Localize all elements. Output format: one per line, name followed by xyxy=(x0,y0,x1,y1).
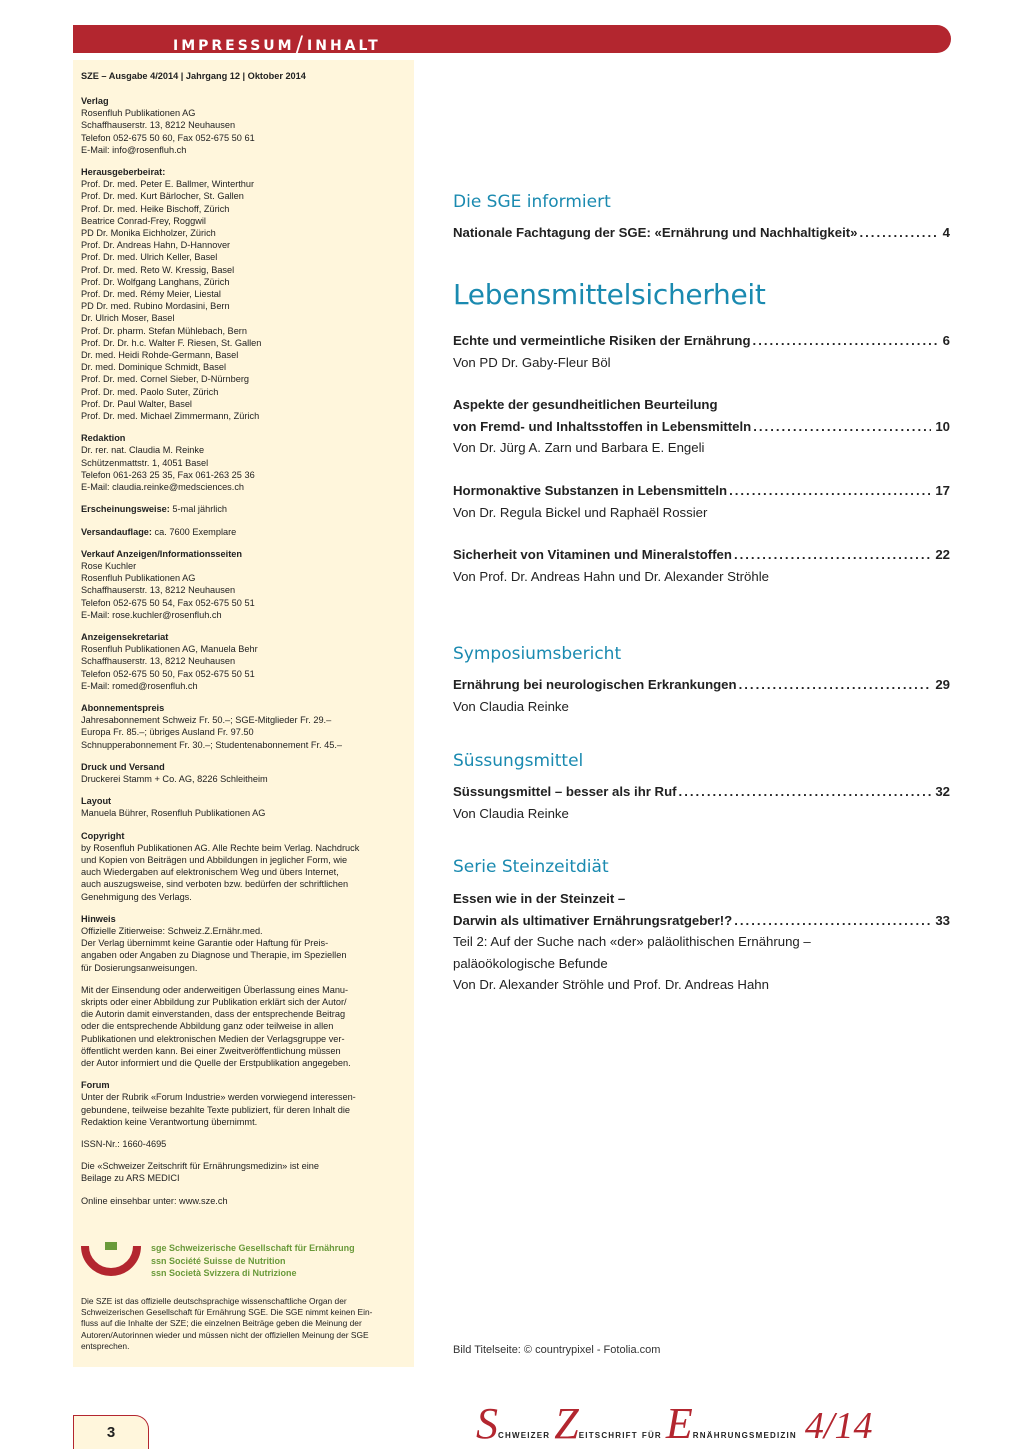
auflage-value: ca. 7600 Exemplare xyxy=(154,526,237,537)
entry-page: 32 xyxy=(935,784,950,799)
abo-line: Jahresabonnement Schweiz Fr. 50.–; SGE-Mitglieder Fr. 29.– xyxy=(81,715,332,726)
logo-letter-e: E xyxy=(665,1399,693,1448)
druck-line: Druckerei Stamm + Co. AG, 8226 Schleitheim xyxy=(81,773,268,784)
beirat-line: PD Dr. med. Rubino Mordasini, Bern xyxy=(81,301,230,312)
sge-note-line: Die SZE ist das offizielle deutschsprachige wissenschaftliche Organ der xyxy=(81,1296,347,1306)
impressum-einsendung xyxy=(81,984,406,1069)
beirat-line: Prof. Dr. med. Ulrich Keller, Basel xyxy=(81,252,218,263)
verkauf-line: Schaffhauserstr. 13, 8212 Neuhausen xyxy=(81,585,236,596)
impressum-abo xyxy=(81,702,406,751)
section-head-symposium: Symposiumsbericht xyxy=(453,644,622,664)
hinweis-line: Offizielle Zitierweise: Schweiz.Z.Ernähr.med. xyxy=(81,925,263,936)
entry-title: Süssungsmittel – besser als ihr Ruf xyxy=(453,784,677,799)
beirat-heading: Herausgeberbeirat: xyxy=(81,167,166,178)
beirat-line: Prof. Dr. pharm. Stefan Mühlebach, Bern xyxy=(81,325,247,336)
section-head-sge: Die SGE informiert xyxy=(453,192,611,212)
entry-title: Hormonaktive Substanzen in Lebensmitteln xyxy=(453,483,728,498)
impressum-verkauf xyxy=(81,548,406,621)
toc-entry[interactable] xyxy=(453,888,950,996)
beirat-line: Prof. Dr. Paul Walter, Basel xyxy=(81,398,192,409)
toc-entry[interactable] xyxy=(453,544,950,587)
forum-line: Redaktion keine Verantwortung übernimmt. xyxy=(81,1116,258,1127)
einsendung-line: öffentlicht werden kann. Bei einer Zweitveröffentlichung müssen xyxy=(81,1045,341,1056)
redaktion-line: Schützenmattstr. 1, 4051 Basel xyxy=(81,457,209,468)
section-banner xyxy=(73,25,951,58)
impressum-content xyxy=(81,95,406,1217)
beirat-line: Dr. Ulrich Moser, Basel xyxy=(81,313,175,324)
anzeigen-line: Rosenfluh Publikationen AG, Manuela Behr xyxy=(81,644,258,655)
toc-entry[interactable] xyxy=(453,674,950,717)
entry-author: Von Claudia Reinke xyxy=(453,698,569,714)
entry-subtitle: Teil 2: Auf der Suche nach «der» paläolithischen Ernährung – xyxy=(453,934,811,949)
copyright-heading: Copyright xyxy=(81,830,125,841)
beirat-line: Prof. Dr. med. Heike Bischoff, Zürich xyxy=(81,203,230,214)
anzeigen-heading: Anzeigensekretariat xyxy=(81,631,169,642)
impressum-erscheinung xyxy=(81,503,406,515)
impressum-forum xyxy=(81,1079,406,1128)
verlag-line: E-Mail: info@rosenfluh.ch xyxy=(81,144,187,155)
einsendung-line: oder die entsprechende Abbildung ganz oder teilweise in allen xyxy=(81,1021,334,1032)
hinweis-line: Der Verlag übernimmt keine Garantie oder Haftung für Preis- xyxy=(81,938,329,949)
forum-line: Unter der Rubrik «Forum Industrie» werden vorwiegend interessen- xyxy=(81,1092,356,1103)
forum-heading: Forum xyxy=(81,1080,110,1091)
beirat-line: Prof. Dr. Wolfgang Langhans, Zürich xyxy=(81,276,230,287)
toc-entry[interactable] xyxy=(453,394,950,459)
sge-note-line: entsprechen. xyxy=(81,1340,130,1351)
hinweis-line: angaben oder Angaben zu Diagnose und Therapie, im Speziellen xyxy=(81,950,347,961)
verkauf-line: Rose Kuchler xyxy=(81,560,137,571)
sge-line-de: sge Schweizerische Gesellschaft für Ernährung xyxy=(151,1243,355,1253)
copyright-line: auch auszugsweise, sind verboten bzw. bedürfen der schriftlichen xyxy=(81,879,349,890)
page-number-box xyxy=(73,1415,149,1449)
banner-right: INHALT xyxy=(307,38,381,54)
logo-word-ernaehrungsmedizin: RNÄHRUNGSMEDIZIN xyxy=(692,1431,797,1440)
einsendung-line: Mit der Einsendung oder anderweitigen Überlassung eines Manu- xyxy=(81,984,349,995)
entry-page: 22 xyxy=(935,547,950,562)
impressum-verlag xyxy=(81,95,406,156)
auflage-heading: Versandauflage: xyxy=(81,526,152,537)
issue-number: 4/14 xyxy=(804,1405,873,1447)
logo-letter-z: Z xyxy=(554,1399,579,1448)
redaktion-heading: Redaktion xyxy=(81,433,126,444)
sge-note-line: Schweizerischen Gesellschaft für Ernährung SGE. Die SGE nimmt keinen Ein- xyxy=(81,1307,373,1318)
verkauf-line: Rosenfluh Publikationen AG xyxy=(81,573,196,584)
verlag-heading: Verlag xyxy=(81,96,109,106)
section-head-main: Lebensmittelsicherheit xyxy=(453,278,766,311)
impressum-hinweis xyxy=(81,913,406,974)
entry-title: Sicherheit von Vitaminen und Mineralstoffen xyxy=(453,547,732,562)
anzeigen-line: Schaffhauserstr. 13, 8212 Neuhausen xyxy=(81,656,236,667)
copyright-line: Genehmigung des Verlags. xyxy=(81,891,192,902)
layout-line: Manuela Bührer, Rosenfluh Publikationen AG xyxy=(81,808,266,819)
verkauf-line: E-Mail: rose.kuchler@rosenfluh.ch xyxy=(81,609,222,620)
banner-left: IMPRESSUM xyxy=(173,38,295,54)
beirat-line: Prof. Dr. Andreas Hahn, D-Hannover xyxy=(81,240,231,251)
copyright-line: und Kopien von Beiträgen und Abbildungen in jeglicher Form, wie xyxy=(81,854,348,865)
entry-title-cont: Darwin als ultimativer Ernährungsratgeber!? xyxy=(453,912,733,928)
einsendung-line: Publikationen und elektronischen Medien der Verlagsgruppe ver- xyxy=(81,1033,345,1044)
entry-subtitle-cont: paläoökologische Befunde xyxy=(453,955,608,971)
beilage-line: Die «Schweizer Zeitschrift für Ernährungsmedizin» ist eine xyxy=(81,1161,319,1172)
entry-author: Von Claudia Reinke xyxy=(453,805,569,821)
beirat-line: Prof. Dr. med. Reto W. Kressig, Basel xyxy=(81,264,235,275)
entry-page: 17 xyxy=(935,483,950,498)
impressum-anzeigen xyxy=(81,631,406,692)
logo-word-schweizer: CHWEIZER xyxy=(498,1431,551,1440)
sge-line-it: ssn Società Svizzera di Nutrizione xyxy=(151,1268,297,1278)
impressum-beirat xyxy=(81,166,406,422)
beirat-line: Beatrice Conrad-Frey, Roggwil xyxy=(81,215,206,226)
sge-note-line: Autoren/Autorinnen wieder und müssen nicht der offiziellen Meinung der SGE xyxy=(81,1329,369,1340)
entry-page: 33 xyxy=(935,912,950,928)
journal-logo xyxy=(476,1398,872,1448)
toc-entry[interactable] xyxy=(453,781,950,824)
verkauf-line: Telefon 052-675 50 54, Fax 052-675 50 51 xyxy=(81,597,255,608)
hinweis-heading: Hinweis xyxy=(81,913,116,924)
section-head-suessungsmittel: Süssungsmittel xyxy=(453,751,584,771)
entry-author: Von Dr. Alexander Ströhle und Prof. Dr. Andreas Hahn xyxy=(453,977,769,992)
copyright-line: auch Wiedergaben auf elektronischem Weg und übers Internet, xyxy=(81,867,339,878)
beirat-line: Dr. med. Dominique Schmidt, Basel xyxy=(81,362,227,373)
beilage-line: Beilage zu ARS MEDICI xyxy=(81,1173,180,1184)
sge-logo-icon xyxy=(81,1240,141,1280)
entry-title-cont: von Fremd- und Inhaltsstoffen in Lebensmitteln xyxy=(453,418,752,434)
entry-title: Essen wie in der Steinzeit – xyxy=(453,891,626,906)
beirat-line: Prof. Dr. med. Peter E. Ballmer, Winterthur xyxy=(81,179,255,190)
entry-title: Echte und vermeintliche Risiken der Ernährung xyxy=(453,333,751,348)
beirat-line: Prof. Dr. med. Kurt Bärlocher, St. Gallen xyxy=(81,191,244,202)
einsendung-line: die Autorin damit einverstanden, dass der entsprechende Beitrag xyxy=(81,1009,346,1020)
impressum-copyright xyxy=(81,830,406,903)
entry-author: Von Prof. Dr. Andreas Hahn und Dr. Alexander Ströhle xyxy=(453,568,769,584)
entry-page: 6 xyxy=(942,333,950,348)
redaktion-line: Dr. rer. nat. Claudia M. Reinke xyxy=(81,445,205,456)
anzeigen-line: E-Mail: romed@rosenfluh.ch xyxy=(81,680,198,691)
online-line: Online einsehbar unter: www.sze.ch xyxy=(81,1195,228,1206)
redaktion-line: E-Mail: claudia.reinke@medsciences.ch xyxy=(81,482,245,493)
beirat-line: Prof. Dr. med. Paolo Suter, Zürich xyxy=(81,386,219,397)
druck-heading: Druck und Versand xyxy=(81,761,165,772)
abo-line: Europa Fr. 85.–; übriges Ausland Fr. 97.50 xyxy=(81,727,254,738)
beirat-line: Prof. Dr. med. Michael Zimmermann, Zürich xyxy=(81,411,260,422)
anzeigen-line: Telefon 052-675 50 50, Fax 052-675 50 51 xyxy=(81,668,255,679)
toc-entry[interactable] xyxy=(453,480,950,523)
beirat-line: Prof. Dr. Dr. h.c. Walter F. Riesen, St. Gallen xyxy=(81,337,262,348)
beirat-line: Dr. med. Heidi Rohde-Germann, Basel xyxy=(81,350,239,361)
verkauf-heading: Verkauf Anzeigen/Informationsseiten xyxy=(81,548,242,559)
abo-line: Schnupperabonnement Fr. 30.–; Studentenabonnement Fr. 45.– xyxy=(81,739,343,750)
photo-credit: Bild Titelseite: © countrypixel - Fotolia.com xyxy=(453,1344,661,1356)
beirat-line: Prof. Dr. med. Cornel Sieber, D-Nürnberg xyxy=(81,374,249,385)
logo-word-zeitschrift: EITSCHRIFT xyxy=(578,1431,638,1440)
impressum-auflage xyxy=(81,526,406,538)
entry-page: 4 xyxy=(942,225,950,240)
entry-title: Nationale Fachtagung der SGE: «Ernährung und Nachhaltigkeit» xyxy=(453,225,858,240)
forum-line: gebundene, teilweise bezahlte Texte publiziert, für deren Inhalt die xyxy=(81,1104,350,1115)
hinweis-line: für Dosierungsanweisungen. xyxy=(81,962,198,973)
impressum-online xyxy=(81,1195,406,1207)
impressum-druck xyxy=(81,761,406,785)
einsendung-line: skripts oder einer Abbildung zur Publikation erklärt sich der Autor/ xyxy=(81,997,347,1007)
logo-word-fuer: FÜR xyxy=(641,1431,662,1440)
entry-page: 10 xyxy=(935,418,950,434)
impressum-block xyxy=(81,70,406,82)
beirat-line: Prof. Dr. med. Rémy Meier, Liestal xyxy=(81,289,221,300)
entry-title: Ernährung bei neurologischen Erkrankungen xyxy=(453,677,737,692)
toc-entry[interactable] xyxy=(453,222,950,244)
impressum-beilage xyxy=(81,1160,406,1184)
impressum-redaktion xyxy=(81,432,406,493)
entry-author: Von PD Dr. Gaby-Fleur Böl xyxy=(453,354,611,370)
erscheinung-heading: Erscheinungsweise: xyxy=(81,504,170,515)
sge-note xyxy=(81,1296,406,1352)
logo-letter-s: S xyxy=(476,1399,498,1448)
redaktion-line: Telefon 061-263 25 35, Fax 061-263 25 36 xyxy=(81,469,255,480)
toc-entry[interactable] xyxy=(453,330,950,373)
entry-author: Von Dr. Regula Bickel und Raphaël Rossier xyxy=(453,504,708,520)
issn-line: ISSN-Nr.: 1660-4695 xyxy=(81,1139,167,1150)
entry-author: Von Dr. Jürg A. Zarn und Barbara E. Engeli xyxy=(453,440,705,455)
issue-line: SZE – Ausgabe 4/2014 | Jahrgang 12 | Oktober 2014 xyxy=(81,71,306,81)
impressum-issn xyxy=(81,1138,406,1150)
impressum-layout xyxy=(81,795,406,819)
verlag-line: Rosenfluh Publikationen AG xyxy=(81,108,196,119)
abo-heading: Abonnementspreis xyxy=(81,702,165,713)
section-head-steinzeit: Serie Steinzeitdiät xyxy=(453,857,609,877)
sge-note-line: fluss auf die Inhalte der SZE; die einzelnen Beiträge geben die Meinung der xyxy=(81,1318,362,1329)
erscheinung-value: 5-mal jährlich xyxy=(172,504,228,515)
banner-slash: / xyxy=(295,33,307,58)
entry-page: 29 xyxy=(935,677,950,692)
verlag-line: Telefon 052-675 50 60, Fax 052-675 50 61 xyxy=(81,132,255,143)
sge-line-fr: ssn Société Suisse de Nutrition xyxy=(151,1255,286,1266)
page-number: 3 xyxy=(106,1424,116,1441)
copyright-line: by Rosenfluh Publikationen AG. Alle Rechte beim Verlag. Nachdruck xyxy=(81,842,360,853)
einsendung-line: der Autor informiert und die Quelle der Erstpublikation angegeben. xyxy=(81,1058,351,1069)
banner-title xyxy=(173,31,381,56)
entry-title: Aspekte der gesundheitlichen Beurteilung xyxy=(453,397,718,412)
sge-logo-text xyxy=(151,1242,355,1280)
layout-heading: Layout xyxy=(81,796,112,807)
verlag-line: Schaffhauserstr. 13, 8212 Neuhausen xyxy=(81,120,236,131)
beirat-line: PD Dr. Monika Eichholzer, Zürich xyxy=(81,228,216,239)
